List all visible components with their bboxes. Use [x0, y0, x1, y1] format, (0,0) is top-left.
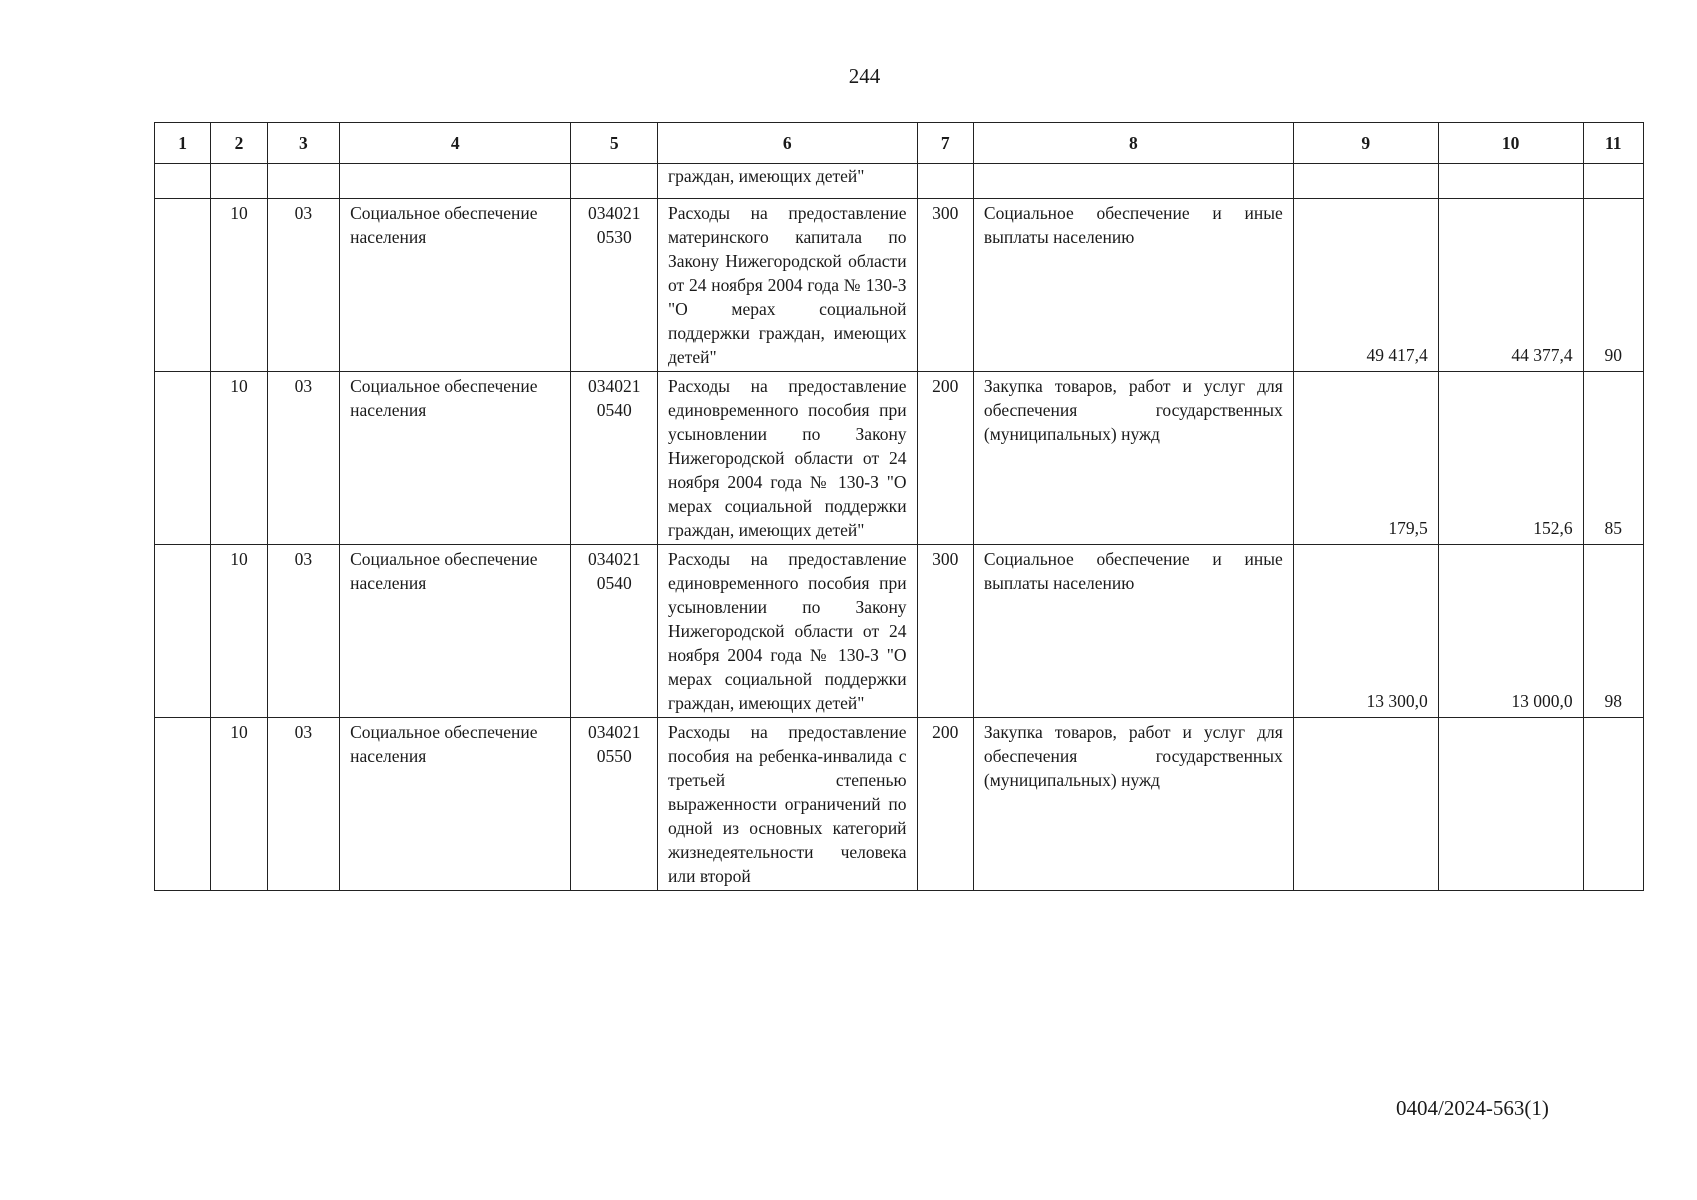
table-cell	[340, 164, 571, 199]
expense-type-code: 300	[917, 199, 973, 372]
expense-type-code: 300	[917, 545, 973, 718]
column-header-6: 6	[658, 123, 918, 164]
target-item-code: 034021 0530	[571, 199, 658, 372]
expense-type-name: Закупка товаров, работ и услуг для обеспечения государственных (муниципальных) нужд	[973, 372, 1293, 545]
actual-amount: 152,6	[1438, 372, 1583, 545]
column-header-1: 1	[155, 123, 211, 164]
planned-amount: 49 417,4	[1293, 199, 1438, 372]
target-item-code: 034021 0540	[571, 545, 658, 718]
continuation-row	[155, 164, 1644, 199]
column-header-3: 3	[267, 123, 339, 164]
column-header-7: 7	[917, 123, 973, 164]
table-cell	[211, 164, 267, 199]
page-number: 244	[848, 64, 881, 88]
planned-amount: 13 300,0	[1293, 545, 1438, 718]
subsection-name: Социальное обеспечение населения	[340, 545, 571, 718]
target-item-code: 034021 0540	[571, 372, 658, 545]
actual-amount: 13 000,0	[1438, 545, 1583, 718]
table-cell	[267, 164, 339, 199]
subsection-code: 03	[267, 199, 339, 372]
expense-type-name: Социальное обеспечение и иные выплаты населению	[973, 545, 1293, 718]
column-header-4: 4	[340, 123, 571, 164]
column-header-10: 10	[1438, 123, 1583, 164]
execution-percent: 90	[1583, 199, 1643, 372]
table-cell	[1583, 164, 1643, 199]
section-code: 10	[211, 718, 267, 891]
table-cell	[1293, 164, 1438, 199]
column-header-2: 2	[211, 123, 267, 164]
target-item-code: 034021 0550	[571, 718, 658, 891]
planned-amount	[1293, 718, 1438, 891]
column-header-9: 9	[1293, 123, 1438, 164]
actual-amount: 44 377,4	[1438, 199, 1583, 372]
table-cell	[1438, 164, 1583, 199]
table-row	[155, 545, 1644, 718]
table-row	[155, 718, 1644, 891]
table-row	[155, 372, 1644, 545]
expense-description: Расходы на предоставление единовременного пособия при усыновлении по Закону Нижегородской области от 24 ноября 2004 года № 130-З "О мерах социальной поддержки граждан, имеющих детей"	[658, 545, 918, 718]
subsection-name: Социальное обеспечение населения	[340, 199, 571, 372]
table-cell	[155, 545, 211, 718]
table-cell	[571, 164, 658, 199]
execution-percent: 85	[1583, 372, 1643, 545]
expense-description: Расходы на предоставление материнского капитала по Закону Нижегородской области от 24 ноября 2004 года № 130-З "О мерах социальной поддержки граждан, имеющих детей"	[658, 199, 918, 372]
actual-amount	[1438, 718, 1583, 891]
table-cell	[155, 718, 211, 891]
budget-table	[154, 122, 1644, 891]
table-row	[155, 199, 1644, 372]
expense-description: Расходы на предоставление единовременного пособия при усыновлении по Закону Нижегородской области от 24 ноября 2004 года № 130-З "О мерах социальной поддержки граждан, имеющих детей"	[658, 372, 918, 545]
subsection-code: 03	[267, 545, 339, 718]
header-row	[155, 123, 1644, 164]
subsection-name: Социальное обеспечение населения	[340, 718, 571, 891]
expense-description: Расходы на предоставление пособия на ребенка-инвалида с третьей степенью выраженности ограничений по одной из основных категорий жизнедеятельности человека или второй	[658, 718, 918, 891]
column-header-8: 8	[973, 123, 1293, 164]
section-code: 10	[211, 199, 267, 372]
planned-amount: 179,5	[1293, 372, 1438, 545]
expense-type-name: Социальное обеспечение и иные выплаты населению	[973, 199, 1293, 372]
column-header-5: 5	[571, 123, 658, 164]
table-cell	[155, 199, 211, 372]
table-cell	[155, 372, 211, 545]
subsection-code: 03	[267, 372, 339, 545]
execution-percent	[1583, 718, 1643, 891]
expense-description-continued: граждан, имеющих детей"	[658, 164, 918, 199]
table-cell	[155, 164, 211, 199]
section-code: 10	[211, 545, 267, 718]
section-code: 10	[211, 372, 267, 545]
subsection-code: 03	[267, 718, 339, 891]
execution-percent: 98	[1583, 545, 1643, 718]
expense-type-code: 200	[917, 372, 973, 545]
subsection-name: Социальное обеспечение населения	[340, 372, 571, 545]
expense-type-name: Закупка товаров, работ и услуг для обеспечения государственных (муниципальных) нужд	[973, 718, 1293, 891]
table-cell	[973, 164, 1293, 199]
column-header-11: 11	[1583, 123, 1643, 164]
expense-type-code: 200	[917, 718, 973, 891]
document-registration-code: 0404/2024-563(1)	[1396, 1096, 1549, 1120]
table-cell	[917, 164, 973, 199]
